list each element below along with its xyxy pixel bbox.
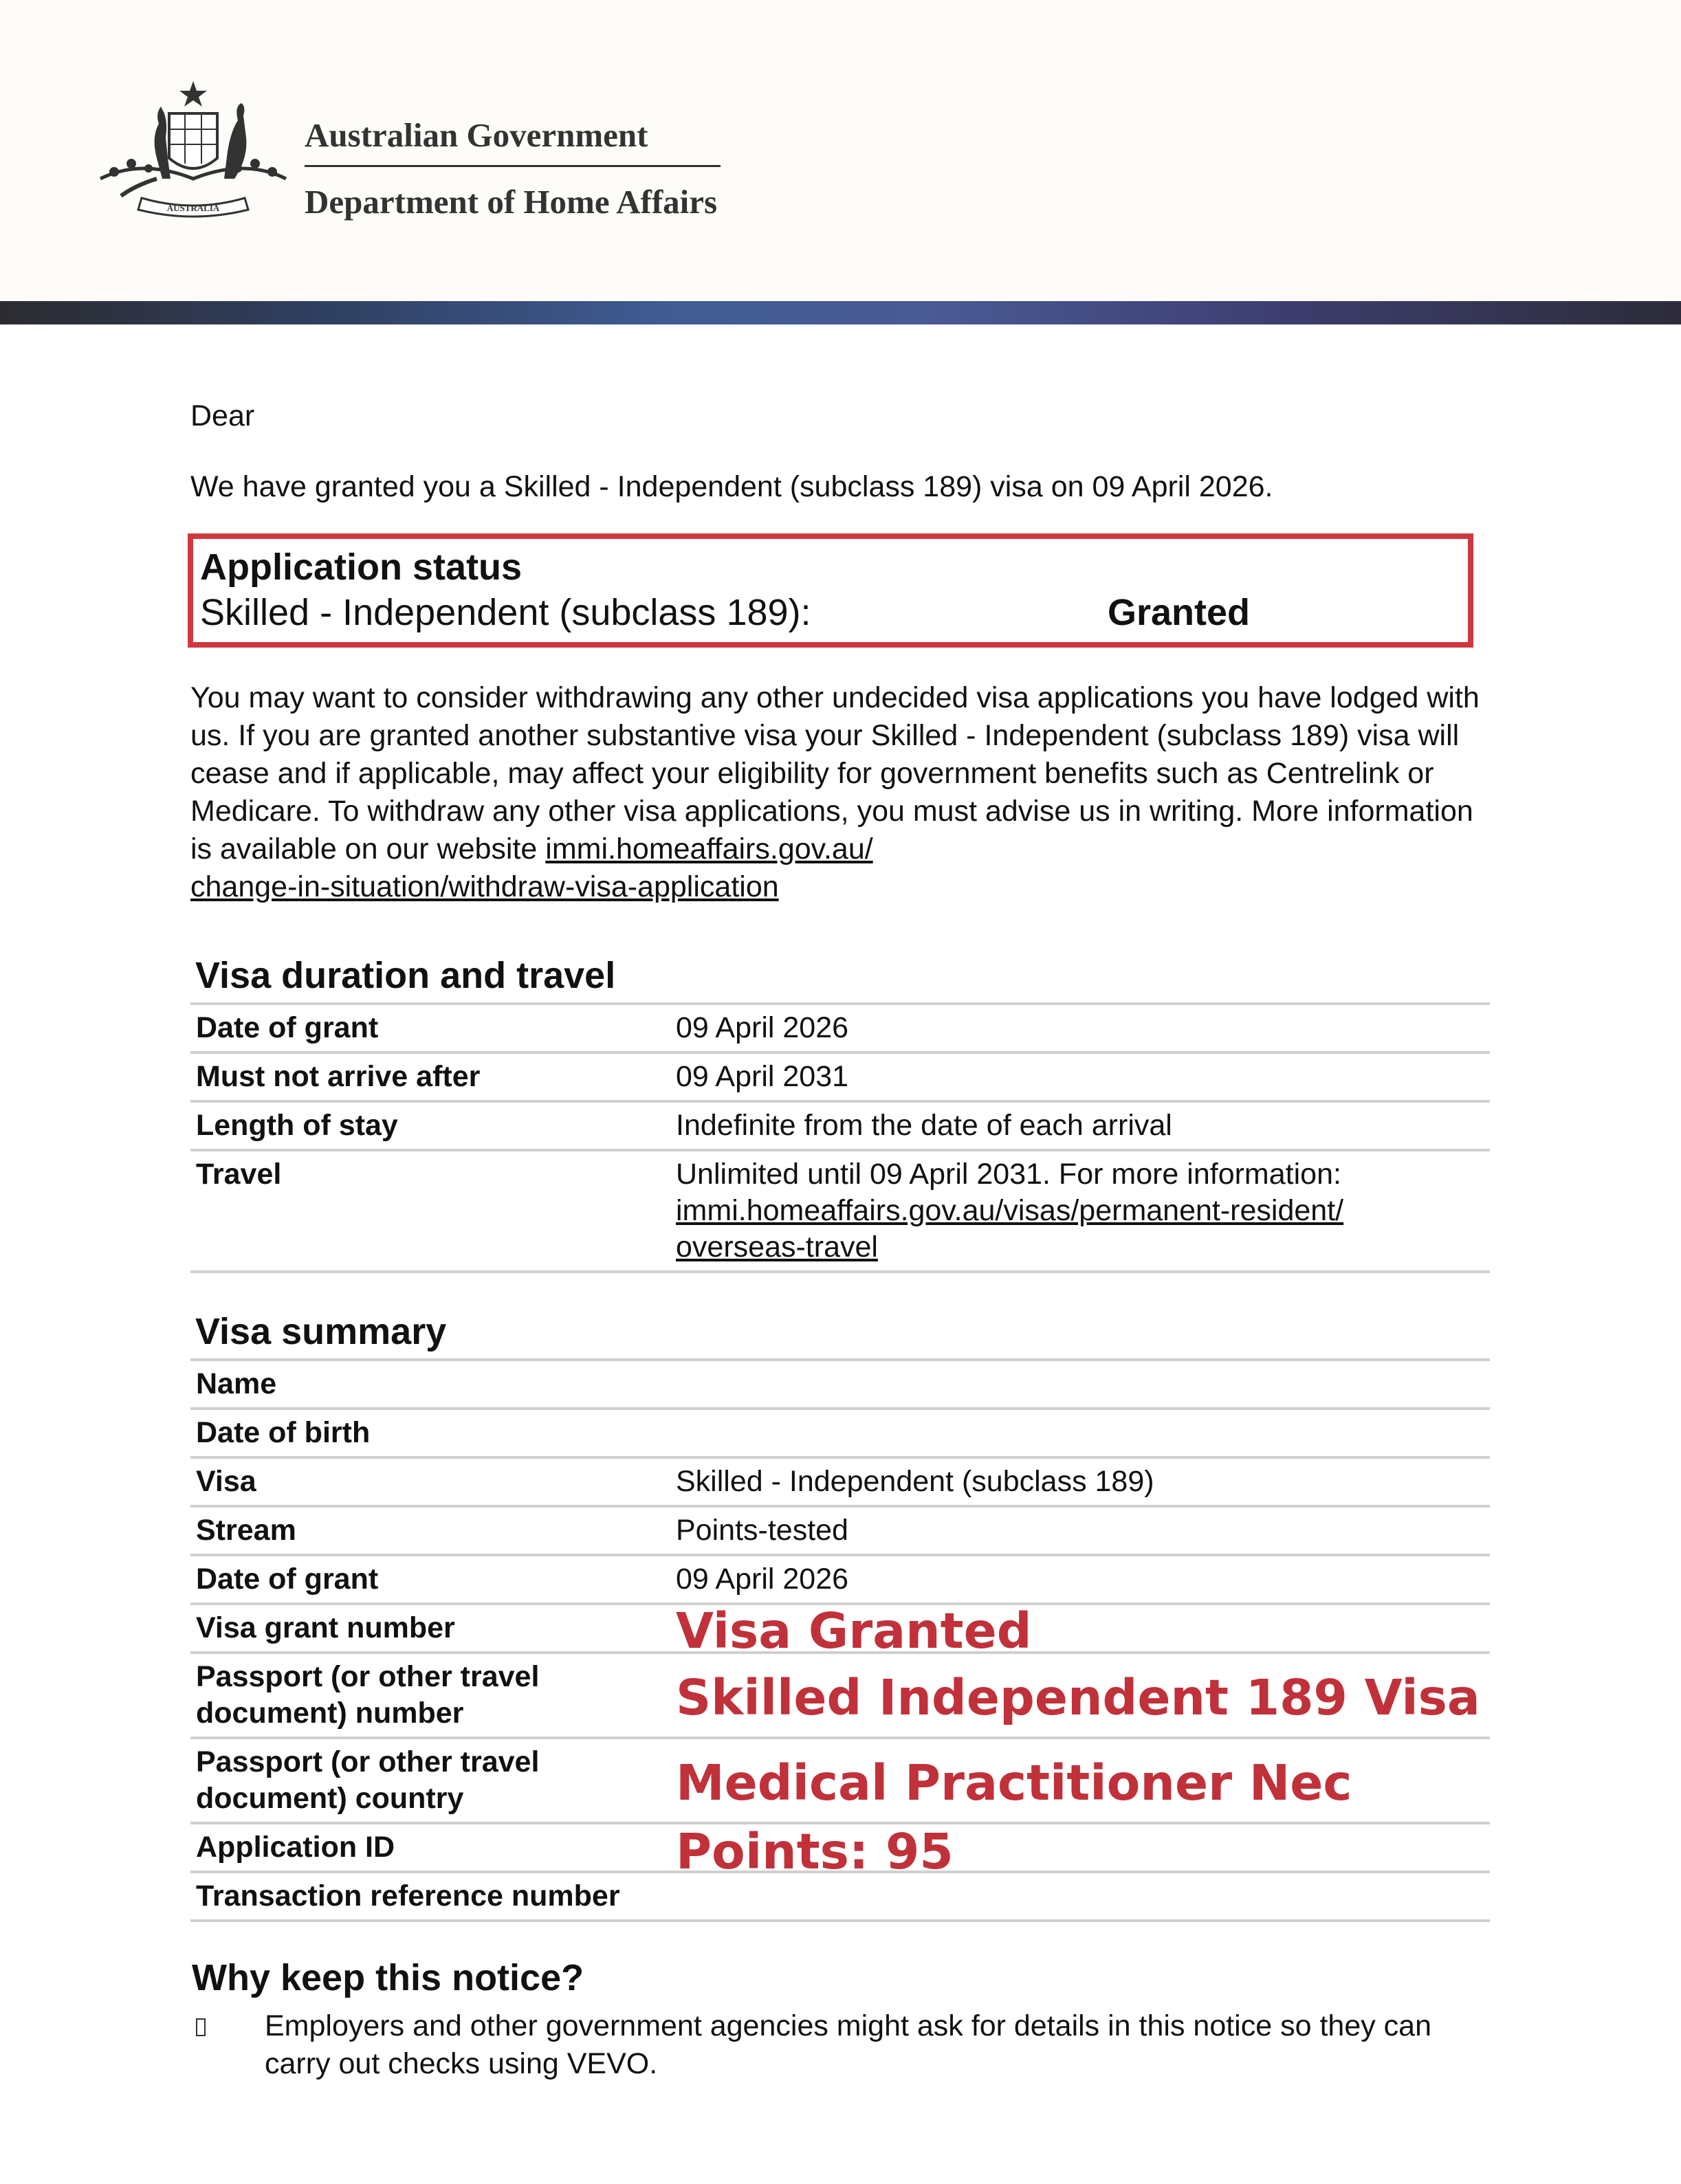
row-value: Points-tested [670, 1506, 1490, 1555]
row-value [670, 1738, 1490, 1823]
row-label: Visa [190, 1457, 670, 1506]
table-row [190, 1506, 1490, 1555]
row-value [670, 1360, 1490, 1409]
row-label-line: document) number [196, 1697, 464, 1730]
visa-granted-overlay: Visa Granted [676, 1602, 1032, 1659]
row-value: Skilled - Independent (subclass 189) [670, 1457, 1490, 1506]
salutation: Dear [190, 399, 255, 432]
row-label [190, 1738, 670, 1823]
bullet-box-icon [190, 2007, 265, 2083]
row-label: Date of grant [190, 1555, 670, 1604]
row-label: Length of stay [190, 1101, 670, 1150]
row-value: 09 April 2026 [670, 1004, 1490, 1052]
row-label: Stream [190, 1506, 670, 1555]
row-label: Application ID [190, 1823, 670, 1872]
status-visa-label: Skilled - Independent (subclass 189): [200, 592, 811, 633]
grant-statement: We have granted you a Skilled - Independent (subclass 189) visa on 09 April 2026. [190, 470, 1273, 503]
row-label-line: document) country [196, 1782, 464, 1815]
row-value [670, 1150, 1490, 1272]
points-overlay: Points: 95 [676, 1823, 954, 1880]
travel-link-part1[interactable]: immi.homeaffairs.gov.au/visas/permanent-resident/ [676, 1194, 1344, 1227]
row-label-line: Passport (or other travel [196, 1660, 540, 1693]
status-row [200, 590, 1461, 635]
advice-text: You may want to consider withdrawing any other undecided visa applications you have lodged with us. If you are granted another substantive visa your Skilled - Independent (subclass 189) visa will cease and if applicable, may affect your eligibility for government benefits such as Centrelink or Medicare. To withdraw any other visa applications, you must advise us in writing. More information is available on our website [190, 681, 1480, 865]
row-label: Date of birth [190, 1409, 670, 1457]
travel-link-part2[interactable]: overseas-travel [676, 1231, 878, 1264]
list-item [190, 2007, 1490, 2083]
row-value [670, 1653, 1490, 1738]
row-value: Indefinite from the date of each arrival [670, 1101, 1490, 1150]
duration-section-title: Visa duration and travel [195, 955, 616, 996]
department-name: Department of Home Affairs [305, 183, 718, 221]
crest-motto: AUSTRALIA [166, 203, 220, 213]
withdrawal-advice [190, 679, 1490, 906]
table-row [190, 1004, 1490, 1052]
table-row [190, 1457, 1490, 1506]
table-row [190, 1101, 1490, 1150]
withdraw-link-part1[interactable]: immi.homeaffairs.gov.au/ [545, 832, 873, 865]
travel-text: Unlimited until 09 April 2031. For more information: [676, 1158, 1341, 1191]
row-label [190, 1653, 670, 1738]
header-divider [305, 165, 721, 167]
visa-type-overlay: Skilled Independent 189 Visa [676, 1669, 1480, 1726]
table-row [190, 1823, 1490, 1872]
row-label: Name [190, 1360, 670, 1409]
row-label: Transaction reference number [190, 1872, 670, 1921]
row-value [670, 1823, 1490, 1880]
coat-of-arms-icon [94, 76, 293, 223]
table-row [190, 1360, 1490, 1409]
table-row [190, 1409, 1490, 1457]
table-row [190, 1052, 1490, 1101]
application-status-box [188, 533, 1473, 648]
row-value [670, 1602, 1490, 1659]
letter-body [190, 397, 1490, 2083]
header-band [0, 301, 1681, 324]
summary-table [190, 1358, 1490, 1922]
table-row [190, 1604, 1490, 1653]
row-value: 09 April 2026 [670, 1555, 1490, 1604]
row-label: Travel [190, 1150, 670, 1272]
summary-section-title: Visa summary [195, 1311, 447, 1352]
withdraw-link-part2[interactable]: change-in-situation/withdraw-visa-application [190, 870, 779, 903]
row-label-line: Passport (or other travel [196, 1745, 540, 1778]
notice-section-title: Why keep this notice? [192, 1957, 584, 1998]
bullet-text: Employers and other government agencies might ask for details in this notice so they can carry out checks using VEVO. [265, 2009, 1432, 2080]
government-name: Australian Government [305, 116, 648, 154]
table-row [190, 1738, 1490, 1823]
status-heading: Application status [200, 547, 523, 588]
row-label: Visa grant number [190, 1604, 670, 1653]
table-row [190, 1653, 1490, 1738]
row-value: 09 April 2031 [670, 1052, 1490, 1101]
row-value [670, 1409, 1490, 1457]
occupation-overlay: Medical Practitioner Nec [676, 1754, 1352, 1811]
row-label: Date of grant [190, 1004, 670, 1052]
table-row [190, 1150, 1490, 1272]
letterhead [0, 0, 1681, 301]
duration-table [190, 1002, 1490, 1273]
status-value: Granted [1108, 592, 1251, 633]
table-row [190, 1555, 1490, 1604]
row-label: Must not arrive after [190, 1052, 670, 1101]
